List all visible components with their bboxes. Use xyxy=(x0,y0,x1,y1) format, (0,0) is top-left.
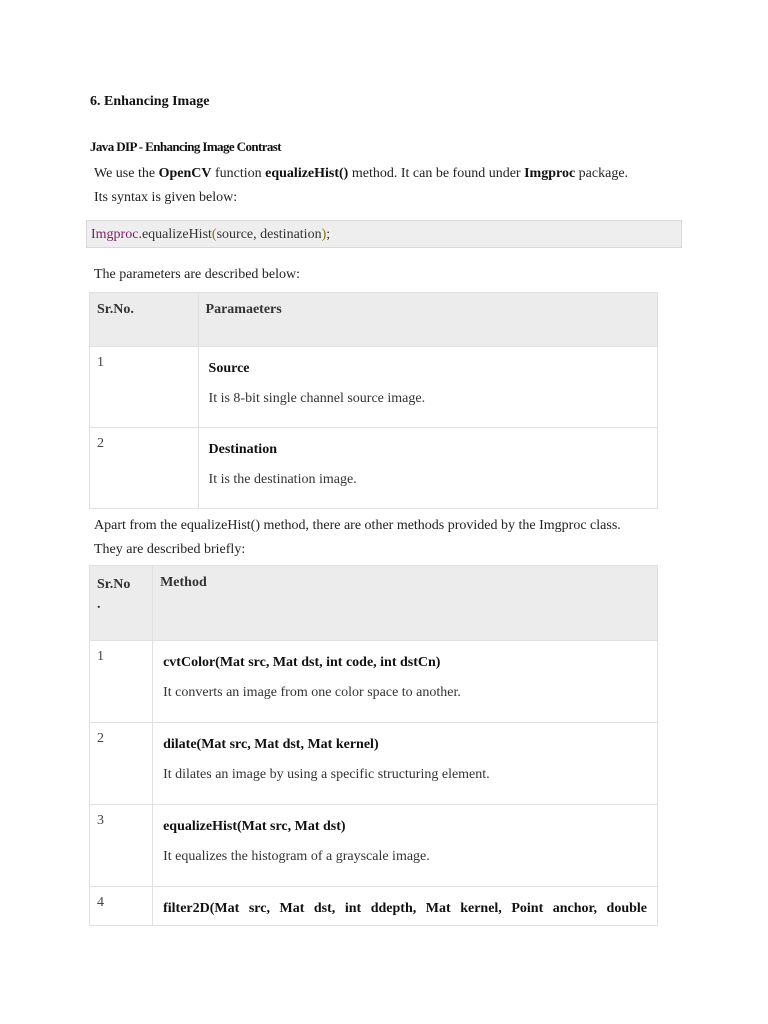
code-block xyxy=(86,220,682,248)
header-method: Method xyxy=(153,566,658,641)
code-method: .equalizeHist xyxy=(138,227,212,242)
intro-text-2: function xyxy=(211,166,266,181)
table-row xyxy=(90,887,658,926)
params-intro: The parameters are described below: xyxy=(94,267,301,282)
section-heading: 6. Enhancing Image xyxy=(90,94,210,109)
methods-intro-line-2: They are described briefly: xyxy=(94,542,246,557)
page-subtitle: Java DIP - Enhancing Image Contrast xyxy=(90,139,281,154)
method-description: It equalizes the histogram of a grayscale image. xyxy=(163,849,430,864)
parameters-table xyxy=(89,292,658,509)
code-semicolon: ; xyxy=(326,227,331,242)
row-content xyxy=(153,805,658,887)
table-row xyxy=(90,805,658,887)
code-object: Imgproc xyxy=(91,227,139,242)
code-open-paren: ( xyxy=(211,227,217,242)
table-row xyxy=(90,723,658,805)
method-signature: equalizeHist(Mat src, Mat dst) xyxy=(163,819,346,834)
intro-imgproc: Imgproc xyxy=(524,166,576,181)
table-header-row xyxy=(90,566,658,641)
method-description: It converts an image from one color space to another. xyxy=(163,685,461,700)
header-sr-no: Sr.No . xyxy=(90,566,153,641)
table-row xyxy=(90,641,658,723)
intro-text-4: package. xyxy=(575,166,629,181)
intro-opencv: OpenCV xyxy=(158,166,212,181)
row-content xyxy=(198,347,657,428)
intro-line-2: Its syntax is given below: xyxy=(94,190,238,205)
row-number: 1 xyxy=(90,347,199,428)
method-signature: cvtColor(Mat src, Mat dst, int code, int dstCn) xyxy=(163,655,441,670)
table-row xyxy=(90,428,658,509)
row-content xyxy=(198,428,657,509)
row-content xyxy=(153,641,658,723)
row-number: 2 xyxy=(90,428,199,509)
row-content xyxy=(153,887,658,926)
methods-table xyxy=(89,565,658,926)
intro-paragraph xyxy=(94,162,678,186)
method-signature: filter2D(Mat src, Mat dst, int ddepth, Mat kernel, Point anchor, double xyxy=(163,901,647,916)
code-args: source, destination xyxy=(216,227,322,242)
intro-text-1: We use the xyxy=(94,166,159,181)
param-description: It is 8-bit single channel source image. xyxy=(208,391,426,406)
table-row xyxy=(90,347,658,428)
intro-text-3: method. It can be found under xyxy=(348,166,525,181)
methods-intro: Apart from the equalizeHist() method, there are other methods provided by the Imgproc class. xyxy=(94,518,621,533)
param-description: It is the destination image. xyxy=(208,472,357,487)
row-number: 1 xyxy=(90,641,153,723)
header-parameters: Paramaeters xyxy=(198,293,657,347)
method-signature: dilate(Mat src, Mat dst, Mat kernel) xyxy=(163,737,379,752)
row-content xyxy=(153,723,658,805)
param-name: Source xyxy=(208,361,250,376)
row-number: 4 xyxy=(90,887,153,926)
intro-equalizehist: equalizeHist() xyxy=(265,166,349,181)
param-name: Destination xyxy=(208,442,277,457)
row-number: 3 xyxy=(90,805,153,887)
row-number: 2 xyxy=(90,723,153,805)
code-close-paren: ) xyxy=(321,227,327,242)
method-description: It dilates an image by using a specific structuring element. xyxy=(163,767,490,782)
header-sr-no: Sr.No. xyxy=(90,293,199,347)
table-header-row xyxy=(90,293,658,347)
